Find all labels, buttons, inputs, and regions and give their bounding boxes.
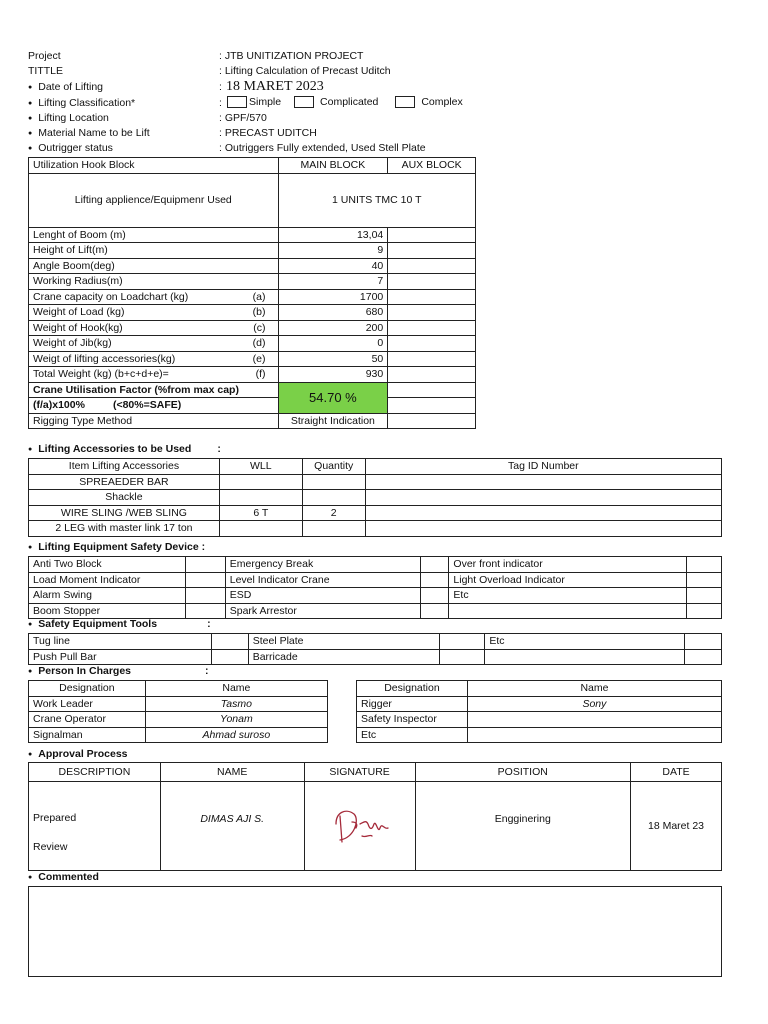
outrigger-label: ● Outrigger status: [28, 142, 113, 154]
safety-device-section-label: ● Lifting Equipment Safety Device :: [28, 541, 205, 553]
safety-device-check-cell[interactable]: [421, 572, 449, 588]
safety-tool-check-cell[interactable]: [685, 634, 722, 650]
factor-value-text: 54.70 %: [309, 389, 357, 405]
approval-position: Engginering: [494, 813, 551, 825]
safety-tool-item: Barricade: [248, 649, 440, 665]
safety-tool-check-cell[interactable]: [211, 649, 248, 665]
calc-row: [29, 243, 476, 259]
prepared-label: Prepared: [33, 812, 77, 824]
complicated-checkbox[interactable]: [294, 96, 314, 108]
calc-row-label: Weight of Load (kg): [33, 306, 125, 319]
approval-header-date: DATE: [631, 763, 722, 782]
approval-header-row: [29, 763, 722, 782]
person-row: [29, 727, 328, 743]
simple-option-label: Simple: [249, 96, 282, 108]
accessories-header-qty: Quantity: [302, 459, 365, 475]
title-label: TITTLE: [28, 65, 64, 77]
calc-row-label-cell: [29, 227, 279, 243]
calc-row-label: Weight of Jib(kg): [33, 337, 112, 350]
calc-row-label-cell: [29, 258, 279, 274]
person-row: [29, 712, 328, 728]
calc-row: [29, 274, 476, 290]
accessory-item: SPREAEDER BAR: [29, 474, 220, 490]
safety-device-item: Alarm Swing: [29, 588, 186, 604]
persons-right-header-name: Name: [467, 681, 721, 697]
calc-row-label-cell: [29, 274, 279, 290]
factor-aux-cell: [388, 382, 476, 398]
approval-body-row: [29, 782, 722, 871]
calc-row: [29, 305, 476, 321]
approval-header-signature: SIGNATURE: [304, 763, 415, 782]
classification-options: [227, 96, 497, 108]
accessory-tag: [365, 490, 721, 506]
safety-device-check-cell[interactable]: [185, 557, 225, 573]
safety-tools-section-label: [28, 618, 211, 630]
rigging-aux-cell: [388, 413, 476, 429]
factor-formula: [29, 398, 279, 414]
calc-row-aux-value: [388, 258, 476, 274]
safety-device-item: ESD: [225, 588, 421, 604]
accessories-section-text: Lifting Accessories to be Used: [38, 443, 192, 455]
safety-device-check-cell[interactable]: [687, 588, 722, 604]
safety-device-check-cell[interactable]: [421, 588, 449, 604]
calc-row-label-cell: [29, 305, 279, 321]
accessory-qty: 2: [302, 505, 365, 521]
safety-device-item: Level Indicator Crane: [225, 572, 421, 588]
calc-row-aux-value: [388, 351, 476, 367]
approval-header-position: POSITION: [415, 763, 631, 782]
persons-right-header-designation: Designation: [357, 681, 468, 697]
equipment-value: 1 UNITS TMC 10 T: [278, 173, 476, 227]
calc-row-code: (d): [252, 337, 266, 350]
accessory-row: [29, 474, 722, 490]
comment-box[interactable]: [28, 886, 722, 977]
persons-section-label: [28, 665, 209, 677]
accessory-row: [29, 490, 722, 506]
equipment-row: [29, 173, 476, 227]
person-designation: Safety Inspector: [357, 712, 468, 728]
safety-device-item: Emergency Break: [225, 557, 421, 573]
calc-row-label: Crane capacity on Loadchart (kg): [33, 290, 189, 303]
calc-row-code: (c): [253, 321, 266, 334]
safety-device-row: [29, 603, 722, 619]
calc-row-aux-value: [388, 243, 476, 259]
calc-row-label: Lenght of Boom (m): [33, 228, 126, 241]
calc-row-aux-value: [388, 320, 476, 336]
safety-tools-section-colon: :: [207, 618, 211, 630]
calc-row: [29, 258, 476, 274]
accessories-header-row: [29, 459, 722, 475]
person-designation: Crane Operator: [29, 712, 146, 728]
safety-tool-item: Etc: [485, 634, 685, 650]
person-row: [357, 727, 722, 743]
accessories-header-item: Item Lifting Accessories: [29, 459, 220, 475]
factor-formula-text: (f/a)x100%: [33, 399, 85, 412]
safety-device-item: [449, 603, 687, 619]
calc-row-aux-value: [388, 227, 476, 243]
persons-left-header-designation: Designation: [29, 681, 146, 697]
person-name: Ahmad suroso: [145, 727, 327, 743]
calc-row-code: (e): [252, 352, 266, 365]
person-row: [357, 696, 722, 712]
factor-value: [278, 382, 388, 413]
persons-section-colon: :: [205, 665, 209, 677]
calc-row-main-value: 9: [278, 243, 388, 259]
title-value: : Lifting Calculation of Precast Uditch: [219, 65, 391, 77]
person-name: Sony: [467, 696, 721, 712]
calc-row-code: (f): [255, 368, 266, 381]
calc-row-label: Angle Boom(deg): [33, 259, 115, 272]
safety-device-check-cell[interactable]: [185, 588, 225, 604]
safety-device-check-cell[interactable]: [185, 603, 225, 619]
safety-device-item: Light Overload Indicator: [449, 572, 687, 588]
accessories-section-colon: :: [217, 443, 221, 455]
calc-row-main-value: 0: [278, 336, 388, 352]
simple-checkbox[interactable]: [227, 96, 247, 108]
accessories-header-wll: WLL: [219, 459, 302, 475]
location-value: : GPF/570: [219, 112, 267, 124]
calc-row-label-cell: [29, 289, 279, 305]
safety-device-check-cell[interactable]: [687, 557, 722, 573]
safety-tool-check-cell[interactable]: [440, 634, 485, 650]
rigging-label: Rigging Type Method: [29, 413, 279, 429]
safety-device-item: Anti Two Block: [29, 557, 186, 573]
calc-row-label: Total Weight (kg) (b+c+d+e)=: [33, 368, 169, 381]
complex-checkbox[interactable]: [395, 96, 415, 108]
safety-device-row: [29, 557, 722, 573]
approval-name-cell: [160, 782, 304, 871]
calc-header-row: [29, 158, 476, 174]
factor-row-2: [29, 398, 476, 414]
date-label: ● Date of Lifting: [28, 81, 103, 93]
accessory-row: [29, 505, 722, 521]
location-label: ● Lifting Location: [28, 112, 109, 124]
calc-row: [29, 320, 476, 336]
safety-tool-item: Push Pull Bar: [29, 649, 212, 665]
calc-row: [29, 367, 476, 383]
classification-colon: :: [219, 97, 222, 109]
safety-device-item: Load Moment Indicator: [29, 572, 186, 588]
rigging-row: [29, 413, 476, 429]
date-value: 18 MARET 2023: [226, 79, 324, 94]
aux-block-header: AUX BLOCK: [388, 158, 476, 174]
review-label: Review: [33, 841, 68, 853]
approval-name: DIMAS AJI S.: [200, 813, 265, 825]
calc-row: [29, 227, 476, 243]
safety-tool-item: Tug line: [29, 634, 212, 650]
person-row: [29, 696, 328, 712]
safety-tool-check-cell[interactable]: [440, 649, 485, 665]
factor-aux-cell-2: [388, 398, 476, 414]
accessory-wll: [219, 521, 302, 537]
accessories-table: [28, 458, 722, 537]
accessory-item: 2 LEG with master link 17 ton: [29, 521, 220, 537]
accessories-section-label: [28, 443, 221, 455]
factor-safe-text: (<80%=SAFE): [112, 399, 182, 412]
accessory-tag: [365, 505, 721, 521]
accessory-item: WIRE SLING /WEB SLING: [29, 505, 220, 521]
main-block-header: MAIN BLOCK: [278, 158, 388, 174]
safety-device-check-cell[interactable]: [687, 603, 722, 619]
approval-date-cell: [631, 782, 722, 871]
calc-row-label: Weigt of lifting accessories(kg): [33, 352, 176, 365]
classification-label: ● Lifting Classification*: [28, 97, 135, 109]
calc-row-aux-value: [388, 274, 476, 290]
calc-row-aux-value: [388, 336, 476, 352]
safety-tools-row: [29, 649, 722, 665]
person-name: Yonam: [145, 712, 327, 728]
approval-table: [28, 762, 722, 871]
persons-left-header-name: Name: [145, 681, 327, 697]
accessory-row: [29, 521, 722, 537]
calc-row-main-value: 13,04: [278, 227, 388, 243]
project-value: : JTB UNITIZATION PROJECT: [219, 50, 364, 62]
calc-row-label-cell: [29, 243, 279, 259]
calc-row: [29, 336, 476, 352]
persons-left-header: [29, 681, 328, 697]
approval-description-cell: [29, 782, 161, 871]
persons-left-table: [28, 680, 328, 743]
safety-device-check-cell[interactable]: [421, 603, 449, 619]
calc-row-label-cell: [29, 367, 279, 383]
accessory-item: Shackle: [29, 490, 220, 506]
approval-date: 18 Maret 23: [647, 820, 705, 832]
calc-row: [29, 351, 476, 367]
accessory-qty: [302, 521, 365, 537]
project-label: Project: [28, 50, 61, 62]
calc-row-main-value: 40: [278, 258, 388, 274]
factor-row-1: [29, 382, 476, 398]
calc-row-label-cell: [29, 320, 279, 336]
safety-tool-item: [485, 649, 685, 665]
safety-device-item: Etc: [449, 588, 687, 604]
equipment-label: Lifting applience/Equipmenr Used: [29, 173, 279, 227]
calc-row-label: Height of Lift(m): [33, 244, 108, 257]
person-name: Tasmo: [145, 696, 327, 712]
person-designation: Signalman: [29, 727, 146, 743]
safety-tool-item: Steel Plate: [248, 634, 440, 650]
calc-row-code: (b): [252, 306, 266, 319]
calc-row-main-value: 930: [278, 367, 388, 383]
calc-row-label: Weight of Hook(kg): [33, 321, 123, 334]
calc-row-label-cell: [29, 351, 279, 367]
approval-position-cell: [415, 782, 631, 871]
accessory-wll: 6 T: [219, 505, 302, 521]
person-name: [467, 727, 721, 743]
complex-option-label: Complex: [421, 96, 463, 108]
accessory-tag: [365, 474, 721, 490]
safety-device-item: Spark Arrestor: [225, 603, 421, 619]
comment-section-label: ● Commented: [28, 871, 99, 883]
safety-device-row: [29, 588, 722, 604]
persons-section-text: Person In Charges: [38, 665, 132, 677]
material-label: ● Material Name to be Lift: [28, 127, 150, 139]
calc-row-main-value: 680: [278, 305, 388, 321]
calc-row-main-value: 1700: [278, 289, 388, 305]
safety-device-item: Boom Stopper: [29, 603, 186, 619]
person-designation: Work Leader: [29, 696, 146, 712]
person-designation: Rigger: [357, 696, 468, 712]
safety-device-check-cell[interactable]: [185, 572, 225, 588]
calc-row-label-cell: [29, 336, 279, 352]
safety-tool-check-cell[interactable]: [211, 634, 248, 650]
calc-row-aux-value: [388, 305, 476, 321]
accessory-wll: [219, 490, 302, 506]
calc-row-main-value: 200: [278, 320, 388, 336]
safety-tool-check-cell[interactable]: [685, 649, 722, 665]
signature-image: [320, 794, 400, 854]
safety-device-item: Over front indicator: [449, 557, 687, 573]
approval-signature-cell: [304, 782, 415, 871]
person-name: [467, 712, 721, 728]
lifting-calc-table: [28, 157, 476, 429]
calc-row-aux-value: [388, 289, 476, 305]
persons-right-header: [357, 681, 722, 697]
calc-row-label: Working Radius(m): [33, 275, 123, 288]
approval-header-description: DESCRIPTION: [29, 763, 161, 782]
date-colon: :: [219, 81, 222, 93]
rigging-value: Straight Indication: [278, 413, 388, 429]
accessory-tag: [365, 521, 721, 537]
accessory-wll: [219, 474, 302, 490]
material-value: : PRECAST UDITCH: [219, 127, 317, 139]
safety-device-row: [29, 572, 722, 588]
accessory-qty: [302, 474, 365, 490]
safety-device-check-cell[interactable]: [687, 572, 722, 588]
calc-row-main-value: 7: [278, 274, 388, 290]
outrigger-value: : Outriggers Fully extended, Used Stell Plate: [219, 142, 426, 154]
approval-section-label: ● Approval Process: [28, 748, 128, 760]
complicated-option-label: Complicated: [320, 96, 379, 108]
persons-right-table: [356, 680, 722, 743]
factor-label: Crane Utilisation Factor (%from max cap): [29, 382, 279, 398]
safety-device-check-cell[interactable]: [421, 557, 449, 573]
safety-device-table: [28, 556, 722, 619]
calc-row-main-value: 50: [278, 351, 388, 367]
utilization-header: Utilization Hook Block: [29, 158, 279, 174]
approval-header-name: NAME: [160, 763, 304, 782]
safety-tools-row: [29, 634, 722, 650]
safety-tools-section-text: Safety Equipment Tools: [38, 618, 158, 630]
calc-row-aux-value: [388, 367, 476, 383]
calc-row: [29, 289, 476, 305]
accessories-header-tag: Tag ID Number: [365, 459, 721, 475]
person-designation: Etc: [357, 727, 468, 743]
calc-row-code: (a): [252, 290, 266, 303]
accessory-qty: [302, 490, 365, 506]
safety-tools-table: [28, 633, 722, 665]
person-row: [357, 712, 722, 728]
